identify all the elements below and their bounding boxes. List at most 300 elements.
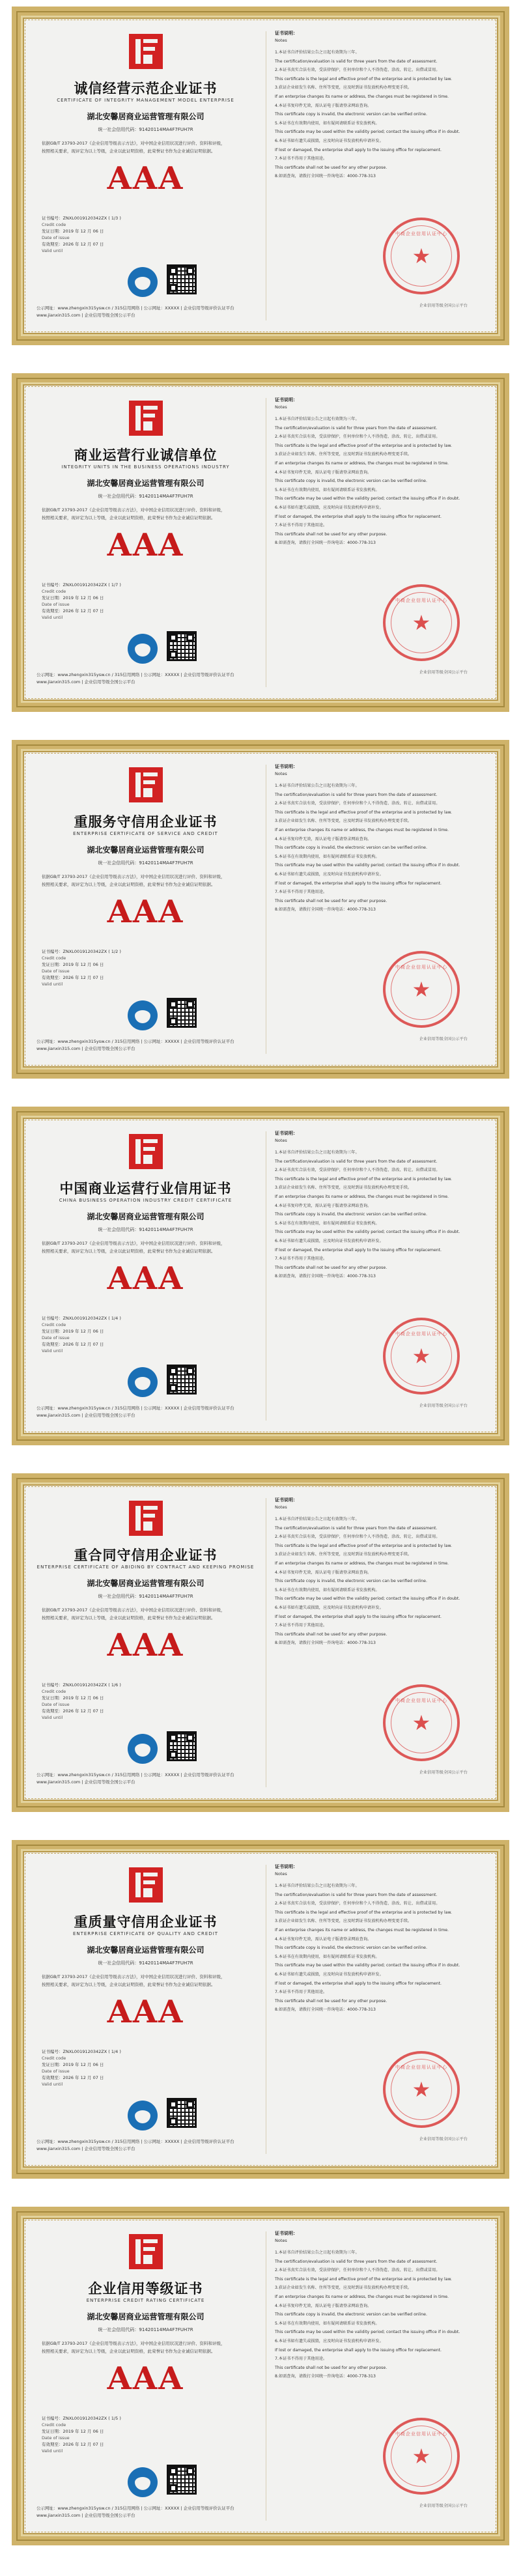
- note-line: This certificate copy is invalid, the electronic version can be verified online.: [275, 1579, 427, 1584]
- note-line: This certificate copy is invalid, the electronic version can be verified online.: [275, 2312, 427, 2317]
- note-line: 5.本证书在有效期内使用，如有疑问请联系证书发放机构。: [275, 487, 380, 492]
- notes-title-en: Notes: [275, 771, 287, 776]
- issue-label: 发证日期：: [42, 229, 63, 234]
- cert-no: ZNXL0019120342ZX ( 1/4 ): [63, 2049, 121, 2054]
- note-line: This certificate may be used within the validity period; contact the issuing office if in doubt.: [275, 863, 460, 868]
- credit-grade: AAA: [107, 1994, 184, 2030]
- notes-list: [275, 1882, 485, 2015]
- platform-emblem-icon: [128, 267, 158, 297]
- credit-code: 统一社会信用代码：91420114MA4F7FUH7R: [98, 2327, 193, 2332]
- certificate-front: [30, 1125, 261, 1427]
- note-line: This certificate is the legal and effective proof of the enterprise and is protected by law.: [275, 1910, 452, 1915]
- note-line: 8.如需查询，请拨打全国统一咨询电话：4000-778-313: [275, 174, 376, 179]
- note-line: 1.本证书自评价结果公告之日起有效期为三年。: [275, 50, 359, 55]
- certification-basis: [42, 1973, 255, 1989]
- credit-grade: AAA: [107, 160, 184, 197]
- credit-grade: AAA: [107, 1627, 184, 1663]
- issue-en: Date of issue: [42, 2069, 70, 2074]
- company-name: 湖北安馨居商业运营管理有限公司: [87, 1946, 204, 1955]
- notes-title: 证书说明：: [275, 764, 298, 769]
- seal-text: 中商企业信用认证中心: [395, 965, 447, 970]
- note-line: 4.本证书复印件无效，需认证电子版请登录网站查询。: [275, 2303, 372, 2308]
- notes-title-en: Notes: [275, 38, 287, 43]
- certification-basis: [42, 2340, 255, 2355]
- certificate-subtitle: ENTERPRISE CREDIT RATING CERTIFICATE: [86, 2298, 205, 2303]
- note-line: This certificate is the legal and effective proof of the enterprise and is protected by law.: [275, 1176, 452, 1182]
- note-line: This certificate may be used within the validity period; contact the issuing office if in doubt.: [275, 1963, 460, 1968]
- note-line: 4.本证书复印件无效，需认证电子版请登录网站查询。: [275, 470, 372, 475]
- note-line: If lost or damaged, the enterprise shall apply to the issuing office for replacement.: [275, 1981, 442, 1986]
- seal-star-icon: ★: [412, 610, 431, 635]
- valid-date: 2026 年 12 月 07 日: [63, 242, 104, 247]
- note-line: The certification/evaluation is valid for three years from the date of assessment.: [275, 1892, 438, 1897]
- official-seal: [383, 218, 460, 294]
- footer-line: www.jianxin315.com | 企业信用等级全国公示平台: [36, 2513, 135, 2518]
- note-line: 5.本证书在有效期内使用，如有疑问请联系证书发放机构。: [275, 1954, 380, 1959]
- basis-line: 依据GB/T 23793-2017《企业信用等级表示方法》，对中国企业信用状况进行评价、资料和评级，: [42, 2341, 225, 2346]
- valid-en: Valid until: [42, 2448, 63, 2454]
- footer-line: 公示网址：www.zhengxin315ysw.cn / 315信用网络 | 公示网址：XXXXX | 企业信用等级评价认证平台: [36, 305, 234, 311]
- certificate-meta: [42, 215, 121, 254]
- note-line: If lost or damaged, the enterprise shall apply to the issuing office for replacement.: [275, 881, 442, 886]
- issue-label: 发证日期：: [42, 962, 63, 967]
- cert-no-label: 证书编号：: [42, 1316, 63, 1321]
- credit-code: 统一社会信用代码：91420114MA4F7FUH7R: [98, 860, 193, 866]
- certificate-notes: [271, 25, 491, 327]
- valid-en: Valid until: [42, 2082, 63, 2087]
- valid-label: 有效期至：: [42, 2442, 63, 2447]
- note-line: 7.本证书不得用于其他用途。: [275, 156, 328, 162]
- issue-en: Date of issue: [42, 602, 70, 607]
- certificate-title: 企业信用等级证书: [88, 2280, 203, 2297]
- company-name: 湖北安馨居商业运营管理有限公司: [87, 112, 204, 121]
- note-line: This certificate shall not be used for any other purpose.: [275, 165, 387, 170]
- notes-list: [275, 48, 485, 181]
- certificate: [12, 1840, 509, 2179]
- seal-star-icon: ★: [412, 1710, 431, 1735]
- certificate: [12, 1107, 509, 1445]
- certificate-title: 中国商业运营行业信用证书: [59, 1180, 232, 1196]
- note-line: This certificate shall not be used for any other purpose.: [275, 531, 387, 537]
- certification-basis: [42, 506, 255, 522]
- note-line: This certificate is the legal and effective proof of the enterprise and is protected by law.: [275, 76, 452, 81]
- issue-label: 发证日期：: [42, 1329, 63, 1334]
- cert-no: ZNXL0019120342ZX ( 1/7 ): [63, 582, 121, 587]
- certificate-title: 诚信经营示范企业证书: [74, 80, 218, 96]
- footer-line: 公示网址：www.zhengxin315ysw.cn / 315信用网络 | 公示网址：XXXXX | 企业信用等级评价认证平台: [36, 2139, 234, 2144]
- note-line: 5.本证书在有效期内使用，如有疑问请联系证书发放机构。: [275, 854, 380, 859]
- issuer-name: 企业信用等级全国公示平台: [419, 1037, 468, 1041]
- notes-title: 证书说明：: [275, 2231, 298, 2236]
- valid-label: 有效期至：: [42, 1342, 63, 1347]
- note-line: This certificate copy is invalid, the electronic version can be verified online.: [275, 1946, 427, 1951]
- note-line: 7.本证书不得用于其他用途。: [275, 890, 328, 895]
- seal-star-icon: ★: [412, 2444, 431, 2469]
- note-line: 1.本证书自评价结果公告之日起有效期为三年。: [275, 784, 359, 788]
- note-line: 8.如需查询，请拨打全国统一咨询电话：4000-778-313: [275, 1274, 376, 1279]
- basis-line: 依据GB/T 23793-2017《企业信用等级表示方法》，对中国企业信用状况进行评价、资料和评级，: [42, 1241, 225, 1246]
- basis-line: 按照相关要求，现评定为以上等级，企业以此证明资格，此荣誉证书作为企业诚信证明依据。: [42, 882, 216, 887]
- basis-line: 按照相关要求，现评定为以上等级，企业以此证明资格，此荣誉证书作为企业诚信证明依据。: [42, 515, 216, 520]
- basis-line: 依据GB/T 23793-2017《企业信用等级表示方法》，对中国企业信用状况进行评价、资料和评级，: [42, 1974, 225, 1979]
- certificate: [12, 740, 509, 1079]
- company-name: 湖北安馨居商业运营管理有限公司: [87, 1579, 204, 1588]
- basis-line: 依据GB/T 23793-2017《企业信用等级表示方法》，对中国企业信用状况进行评价、资料和评级，: [42, 507, 225, 513]
- certificate-meta: [42, 582, 121, 621]
- footer-line: www.jianxin315.com | 企业信用等级全国公示平台: [36, 313, 135, 318]
- credit-code: 统一社会信用代码：91420114MA4F7FUH7R: [98, 1227, 193, 1232]
- credit-code-en: Credit code: [42, 2422, 66, 2427]
- credit-grade: AAA: [107, 527, 184, 563]
- platform-emblem-icon: [128, 1734, 158, 1764]
- issuer-name: 企业信用等级全国公示平台: [419, 2137, 468, 2142]
- issuer-logo-icon: [128, 1866, 164, 1904]
- issuer-logo-icon: [128, 766, 164, 804]
- valid-en: Valid until: [42, 1348, 63, 1353]
- certificate-front: [30, 1858, 261, 2160]
- note-line: This certificate is the legal and effective proof of the enterprise and is protected by law.: [275, 1543, 452, 1548]
- certificate-subtitle: CERTIFICATE OF INTEGRITY MANAGEMENT MODEL ENTERPRISE: [57, 98, 234, 103]
- footer-line: www.jianxin315.com | 企业信用等级全国公示平台: [36, 1046, 135, 1051]
- issue-date: 2019 年 12 月 06 日: [63, 1329, 104, 1334]
- note-line: 4.本证书复印件无效，需认证电子版请登录网站查询。: [275, 1203, 372, 1208]
- note-line: 8.如需查询，请拨打全国统一咨询电话：4000-778-313: [275, 541, 376, 546]
- issue-label: 发证日期：: [42, 595, 63, 601]
- valid-en: Valid until: [42, 982, 63, 987]
- credit-code-en: Credit code: [42, 2056, 66, 2061]
- basis-line: 依据GB/T 23793-2017《企业信用等级表示方法》，对中国企业信用状况进行评价、资料和评级，: [42, 1607, 225, 1613]
- certificate-footer: [36, 672, 255, 686]
- certificate-footer: [36, 1405, 255, 1419]
- cert-no-label: 证书编号：: [42, 1682, 63, 1688]
- platform-emblem-icon: [128, 2101, 158, 2130]
- note-line: 7.本证书不得用于其他用途。: [275, 1256, 328, 1262]
- note-line: If lost or damaged, the enterprise shall apply to the issuing office for replacement.: [275, 514, 442, 519]
- certificate-footer: [36, 1772, 255, 1786]
- qr-code-icon[interactable]: [167, 264, 197, 294]
- issuer-name: 企业信用等级全国公示平台: [419, 670, 468, 675]
- seal-text: 中商企业信用认证中心: [395, 1698, 447, 1703]
- valid-date: 2026 年 12 月 07 日: [63, 2442, 104, 2447]
- footer-line: www.jianxin315.com | 企业信用等级全国公示平台: [36, 679, 135, 685]
- notes-title-en: Notes: [275, 404, 287, 410]
- note-line: 3.获证企业如发生名称、住所等变更，应及时到证书发放机构办理变更手续。: [275, 2286, 412, 2291]
- issue-date: 2019 年 12 月 06 日: [63, 2429, 104, 2434]
- note-line: This certificate shall not be used for any other purpose.: [275, 1632, 387, 1637]
- issue-date: 2019 年 12 月 06 日: [63, 595, 104, 601]
- certificate-footer: [36, 2505, 255, 2519]
- official-seal: [383, 1318, 460, 1394]
- note-line: The certification/evaluation is valid for three years from the date of assessment.: [275, 1159, 438, 1164]
- footer-line: 公示网址：www.zhengxin315ysw.cn / 315信用网络 | 公示网址：XXXXX | 企业信用等级评价认证平台: [36, 2506, 234, 2511]
- issuer-logo-icon: [128, 399, 164, 437]
- note-line: 6.本证书如有遗失或损毁，应及时向证书发放机构申请补发。: [275, 138, 384, 143]
- qr-code-icon[interactable]: [167, 2098, 197, 2128]
- credit-grade: AAA: [107, 894, 184, 930]
- note-line: 1.本证书自评价结果公告之日起有效期为三年。: [275, 1884, 359, 1888]
- valid-en: Valid until: [42, 1715, 63, 1720]
- certificate-meta: [42, 2415, 121, 2454]
- certificate-title: 重质量守信用企业证书: [74, 1914, 218, 1930]
- notes-title-en: Notes: [275, 1138, 287, 1143]
- cert-no: ZNXL0019120342ZX ( 1/4 ): [63, 1316, 121, 1321]
- note-line: 7.本证书不得用于其他用途。: [275, 2357, 328, 2362]
- credit-grade: AAA: [107, 1260, 184, 1297]
- note-line: 5.本证书在有效期内使用，如有疑问请联系证书发放机构。: [275, 1221, 380, 1226]
- issue-date: 2019 年 12 月 06 日: [63, 1695, 104, 1701]
- certificate-meta: [42, 1682, 121, 1721]
- note-line: If lost or damaged, the enterprise shall apply to the issuing office for replacement.: [275, 1247, 442, 1253]
- certificate-notes: [271, 391, 491, 694]
- issuer-name: 企业信用等级全国公示平台: [419, 304, 468, 308]
- note-line: 2.本证书真实合法有效，受法律保护，任何单位和个人不得伪造、涂改、转让、出借或冒用。: [275, 434, 440, 440]
- note-line: The certification/evaluation is valid for three years from the date of assessment.: [275, 792, 438, 797]
- seal-star-icon: ★: [412, 244, 431, 268]
- qr-code-icon[interactable]: [167, 631, 197, 661]
- footer-line: www.jianxin315.com | 企业信用等级全国公示平台: [36, 1779, 135, 1785]
- issuer-name: 企业信用等级全国公示平台: [419, 1770, 468, 1775]
- official-seal: [383, 584, 460, 661]
- certificate: [12, 1473, 509, 1812]
- seal-text: 中商企业信用认证中心: [395, 2065, 447, 2070]
- official-seal: [383, 2418, 460, 2495]
- notes-list: [275, 415, 485, 548]
- credit-code-en: Credit code: [42, 1322, 66, 1327]
- note-line: This certificate shall not be used for any other purpose.: [275, 1998, 387, 2003]
- platform-emblem-icon: [128, 634, 158, 664]
- credit-code-en: Credit code: [42, 955, 66, 961]
- note-line: This certificate may be used within the validity period; contact the issuing office if in doubt.: [275, 1596, 460, 1602]
- notes-title: 证书说明：: [275, 397, 298, 403]
- note-line: 7.本证书不得用于其他用途。: [275, 1623, 328, 1628]
- note-line: The certification/evaluation is valid for three years from the date of assessment.: [275, 425, 438, 431]
- cert-no: ZNXL0019120342ZX ( 1/2 ): [63, 949, 121, 954]
- credit-grade: AAA: [107, 2360, 184, 2397]
- note-line: If lost or damaged, the enterprise shall apply to the issuing office for replacement.: [275, 2347, 442, 2353]
- qr-code-icon[interactable]: [167, 998, 197, 1028]
- certificate-front: [30, 391, 261, 694]
- note-line: 6.本证书如有遗失或损毁，应及时向证书发放机构申请补发。: [275, 1605, 384, 1610]
- note-line: If an enterprise changes its name or address, the changes must be registered in time.: [275, 94, 449, 99]
- certificate-meta: [42, 2048, 121, 2088]
- company-name: 湖北安馨居商业运营管理有限公司: [87, 479, 204, 488]
- certificate-title: 商业运营行业诚信单位: [74, 447, 218, 463]
- basis-line: 按照相关要求，现评定为以上等级，企业以此证明资格，此荣誉证书作为企业诚信证明依据。: [42, 149, 216, 154]
- qr-code-icon[interactable]: [167, 1365, 197, 1394]
- note-line: If an enterprise changes its name or address, the changes must be registered in time.: [275, 1194, 449, 1199]
- note-line: This certificate copy is invalid, the electronic version can be verified online.: [275, 112, 427, 117]
- cert-no-label: 证书编号：: [42, 2049, 63, 2054]
- note-line: This certificate may be used within the validity period; contact the issuing office if in doubt.: [275, 1230, 460, 1235]
- note-line: 2.本证书真实合法有效，受法律保护，任何单位和个人不得伪造、涂改、转让、出借或冒用。: [275, 1168, 440, 1173]
- notes-title: 证书说明：: [275, 31, 298, 36]
- official-seal: [383, 1684, 460, 1761]
- basis-line: 按照相关要求，现评定为以上等级，企业以此证明资格，此荣誉证书作为企业诚信证明依据。: [42, 1615, 216, 1621]
- company-name: 湖北安馨居商业运营管理有限公司: [87, 1212, 204, 1221]
- issue-en: Date of issue: [42, 1335, 70, 1340]
- platform-emblem-icon: [128, 1000, 158, 1030]
- valid-date: 2026 年 12 月 07 日: [63, 2075, 104, 2080]
- valid-label: 有效期至：: [42, 2075, 63, 2080]
- note-line: 5.本证书在有效期内使用，如有疑问请联系证书发放机构。: [275, 120, 380, 126]
- note-line: 6.本证书如有遗失或损毁，应及时向证书发放机构申请补发。: [275, 505, 384, 510]
- notes-list: [275, 2248, 485, 2381]
- certification-basis: [42, 139, 255, 155]
- note-line: This certificate shall not be used for any other purpose.: [275, 898, 387, 903]
- note-line: 5.本证书在有效期内使用，如有疑问请联系证书发放机构。: [275, 2321, 380, 2326]
- basis-line: 按照相关要求，现评定为以上等级，企业以此证明资格，此荣誉证书作为企业诚信证明依据。: [42, 1249, 216, 1254]
- note-line: This certificate copy is invalid, the electronic version can be verified online.: [275, 1212, 427, 1217]
- note-line: This certificate shall not be used for any other purpose.: [275, 2365, 387, 2370]
- note-line: 6.本证书如有遗失或损毁，应及时向证书发放机构申请补发。: [275, 871, 384, 877]
- note-line: If lost or damaged, the enterprise shall apply to the issuing office for replacement.: [275, 147, 442, 152]
- platform-emblem-icon: [128, 1367, 158, 1397]
- note-line: If an enterprise changes its name or address, the changes must be registered in time.: [275, 1927, 449, 1932]
- certificate: [12, 7, 509, 345]
- note-line: If an enterprise changes its name or address, the changes must be registered in time.: [275, 460, 449, 466]
- note-line: 2.本证书真实合法有效，受法律保护，任何单位和个人不得伪造、涂改、转让、出借或冒用。: [275, 801, 440, 806]
- certificate-meta: [42, 948, 121, 987]
- certificate-front: [30, 1492, 261, 1794]
- note-line: This certificate copy is invalid, the electronic version can be verified online.: [275, 479, 427, 484]
- company-name: 湖北安馨居商业运营管理有限公司: [87, 845, 204, 855]
- issuer-name: 企业信用等级全国公示平台: [419, 1404, 468, 1408]
- certificate-front: [30, 25, 261, 327]
- note-line: 2.本证书真实合法有效，受法律保护，任何单位和个人不得伪造、涂改、转让、出借或冒用。: [275, 68, 440, 73]
- note-line: 4.本证书复印件无效，需认证电子版请登录网站查询。: [275, 836, 372, 842]
- seal-text: 中商企业信用认证中心: [395, 1331, 447, 1337]
- note-line: 6.本证书如有遗失或损毁，应及时向证书发放机构申请补发。: [275, 1238, 384, 1243]
- credit-code-en: Credit code: [42, 222, 66, 227]
- basis-line: 依据GB/T 23793-2017《企业信用等级表示方法》，对中国企业信用状况进行评价、资料和评级，: [42, 874, 225, 879]
- seal-text: 中商企业信用认证中心: [395, 598, 447, 603]
- valid-date: 2026 年 12 月 07 日: [63, 975, 104, 980]
- note-line: 7.本证书不得用于其他用途。: [275, 1990, 328, 1995]
- note-line: 4.本证书复印件无效，需认证电子版请登录网站查询。: [275, 103, 372, 108]
- platform-emblem-icon: [128, 2467, 158, 2497]
- certificate-subtitle: CHINA BUSINESS OPERATION INDUSTRY CREDIT CERTIFICATE: [59, 1198, 232, 1203]
- certification-basis: [42, 873, 255, 888]
- issuer-logo-icon: [128, 1499, 164, 1537]
- note-line: The certification/evaluation is valid for three years from the date of assessment.: [275, 1525, 438, 1531]
- cert-no: ZNXL0019120342ZX ( 1/3 ): [63, 216, 121, 221]
- certificate-notes: [271, 758, 491, 1060]
- note-line: This certificate may be used within the validity period; contact the issuing office if in doubt.: [275, 130, 460, 135]
- issue-label: 发证日期：: [42, 1695, 63, 1701]
- note-line: 8.如需查询，请拨打全国统一咨询电话：4000-778-313: [275, 2007, 376, 2013]
- certificate-notes: [271, 1492, 491, 1794]
- certificate-footer: [36, 1038, 255, 1053]
- issue-label: 发证日期：: [42, 2062, 63, 2067]
- basis-line: 按照相关要求，现评定为以上等级，企业以此证明资格，此荣誉证书作为企业诚信证明依据。: [42, 2349, 216, 2354]
- note-line: If an enterprise changes its name or address, the changes must be registered in time.: [275, 1561, 449, 1566]
- credit-code: 统一社会信用代码：91420114MA4F7FUH7R: [98, 1960, 193, 1966]
- notes-title: 证书说明：: [275, 1131, 298, 1136]
- notes-title-en: Notes: [275, 1871, 287, 1876]
- issue-en: Date of issue: [42, 969, 70, 974]
- valid-label: 有效期至：: [42, 975, 63, 980]
- valid-en: Valid until: [42, 248, 63, 253]
- cert-no-label: 证书编号：: [42, 949, 63, 954]
- note-line: This certificate may be used within the validity period; contact the issuing office if in doubt.: [275, 496, 460, 502]
- certificate: [12, 373, 509, 712]
- footer-line: 公示网址：www.zhengxin315ysw.cn / 315信用网络 | 公示网址：XXXXX | 企业信用等级评价认证平台: [36, 1406, 234, 1411]
- issuer-logo-icon: [128, 33, 164, 70]
- cert-no-label: 证书编号：: [42, 2416, 63, 2421]
- note-line: 4.本证书复印件无效，需认证电子版请登录网站查询。: [275, 1936, 372, 1942]
- credit-code: 统一社会信用代码：91420114MA4F7FUH7R: [98, 1594, 193, 1599]
- cert-no: ZNXL0019120342ZX ( 1/5 ): [63, 2416, 121, 2421]
- issue-en: Date of issue: [42, 235, 70, 240]
- issue-date: 2019 年 12 月 06 日: [63, 229, 104, 234]
- certificate-subtitle: INTEGRITY UNITS IN THE BUSINESS OPERATIONS INDUSTRY: [61, 464, 230, 470]
- note-line: 7.本证书不得用于其他用途。: [275, 523, 328, 528]
- notes-list: [275, 1148, 485, 1281]
- valid-date: 2026 年 12 月 07 日: [63, 608, 104, 614]
- note-line: 1.本证书自评价结果公告之日起有效期为三年。: [275, 2250, 359, 2255]
- certificate-subtitle: ENTERPRISE CERTIFICATE OF ABIDING BY CONTRACT AND KEEPING PROMISE: [36, 1564, 255, 1570]
- footer-line: 公示网址：www.zhengxin315ysw.cn / 315信用网络 | 公示网址：XXXXX | 企业信用等级评价认证平台: [36, 1039, 234, 1044]
- certificate-notes: [271, 1125, 491, 1427]
- credit-code-en: Credit code: [42, 1689, 66, 1694]
- note-line: This certificate copy is invalid, the electronic version can be verified online.: [275, 845, 427, 851]
- certificate-footer: [36, 305, 255, 319]
- seal-star-icon: ★: [412, 1344, 431, 1368]
- footer-line: www.jianxin315.com | 企业信用等级全国公示平台: [36, 1413, 135, 1418]
- credit-code: 统一社会信用代码：91420114MA4F7FUH7R: [98, 127, 193, 132]
- note-line: The certification/evaluation is valid for three years from the date of assessment.: [275, 59, 438, 64]
- note-line: 2.本证书真实合法有效，受法律保护，任何单位和个人不得伪造、涂改、转让、出借或冒用。: [275, 1901, 440, 1906]
- note-line: 2.本证书真实合法有效，受法律保护，任何单位和个人不得伪造、涂改、转让、出借或冒用。: [275, 1535, 440, 1540]
- note-line: 3.获证企业如发生名称、住所等变更，应及时到证书发放机构办理变更手续。: [275, 85, 412, 91]
- seal-star-icon: ★: [412, 977, 431, 1002]
- footer-line: 公示网址：www.zhengxin315ysw.cn / 315信用网络 | 公示网址：XXXXX | 企业信用等级评价认证平台: [36, 672, 234, 677]
- certificate-front: [30, 2225, 261, 2527]
- credit-code: 统一社会信用代码：91420114MA4F7FUH7R: [98, 494, 193, 499]
- certificate-notes: [271, 1858, 491, 2160]
- cert-no: ZNXL0019120342ZX ( 1/6 ): [63, 1682, 121, 1688]
- official-seal: [383, 2051, 460, 2128]
- footer-line: 公示网址：www.zhengxin315ysw.cn / 315信用网络 | 公示网址：XXXXX | 企业信用等级评价认证平台: [36, 1772, 234, 1777]
- note-line: The certification/evaluation is valid for three years from the date of assessment.: [275, 2259, 438, 2264]
- issue-en: Date of issue: [42, 2435, 70, 2441]
- notes-list: [275, 782, 485, 914]
- certificate-title: 重服务守信用企业证书: [74, 814, 218, 830]
- certificate-footer: [36, 2138, 255, 2153]
- basis-line: 按照相关要求，现评定为以上等级，企业以此证明资格，此荣誉证书作为企业诚信证明依据。: [42, 1982, 216, 1987]
- credit-code-en: Credit code: [42, 589, 66, 594]
- certificate-title: 重合同守信用企业证书: [74, 1547, 218, 1563]
- company-name: 湖北安馨居商业运营管理有限公司: [87, 2312, 204, 2321]
- certification-basis: [42, 1239, 255, 1255]
- issue-label: 发证日期：: [42, 2429, 63, 2434]
- note-line: If an enterprise changes its name or address, the changes must be registered in time.: [275, 2294, 449, 2299]
- cert-no-label: 证书编号：: [42, 582, 63, 587]
- note-line: If an enterprise changes its name or address, the changes must be registered in time.: [275, 827, 449, 832]
- seal-star-icon: ★: [412, 2077, 431, 2102]
- note-line: 3.获证企业如发生名称、住所等变更，应及时到证书发放机构办理变更手续。: [275, 1919, 412, 1924]
- qr-code-icon[interactable]: [167, 1731, 197, 1761]
- note-line: 6.本证书如有遗失或损毁，应及时向证书发放机构申请补发。: [275, 2338, 384, 2343]
- note-line: 3.获证企业如发生名称、住所等变更，应及时到证书发放机构办理变更手续。: [275, 1185, 412, 1191]
- certificate-front: [30, 758, 261, 1060]
- qr-code-icon[interactable]: [167, 2465, 197, 2495]
- note-line: This certificate is the legal and effective proof of the enterprise and is protected by law.: [275, 443, 452, 448]
- valid-date: 2026 年 12 月 07 日: [63, 1708, 104, 1714]
- note-line: This certificate is the legal and effective proof of the enterprise and is protected by law.: [275, 2276, 452, 2282]
- issuer-name: 企业信用等级全国公示平台: [419, 2504, 468, 2508]
- issue-en: Date of issue: [42, 1702, 70, 1707]
